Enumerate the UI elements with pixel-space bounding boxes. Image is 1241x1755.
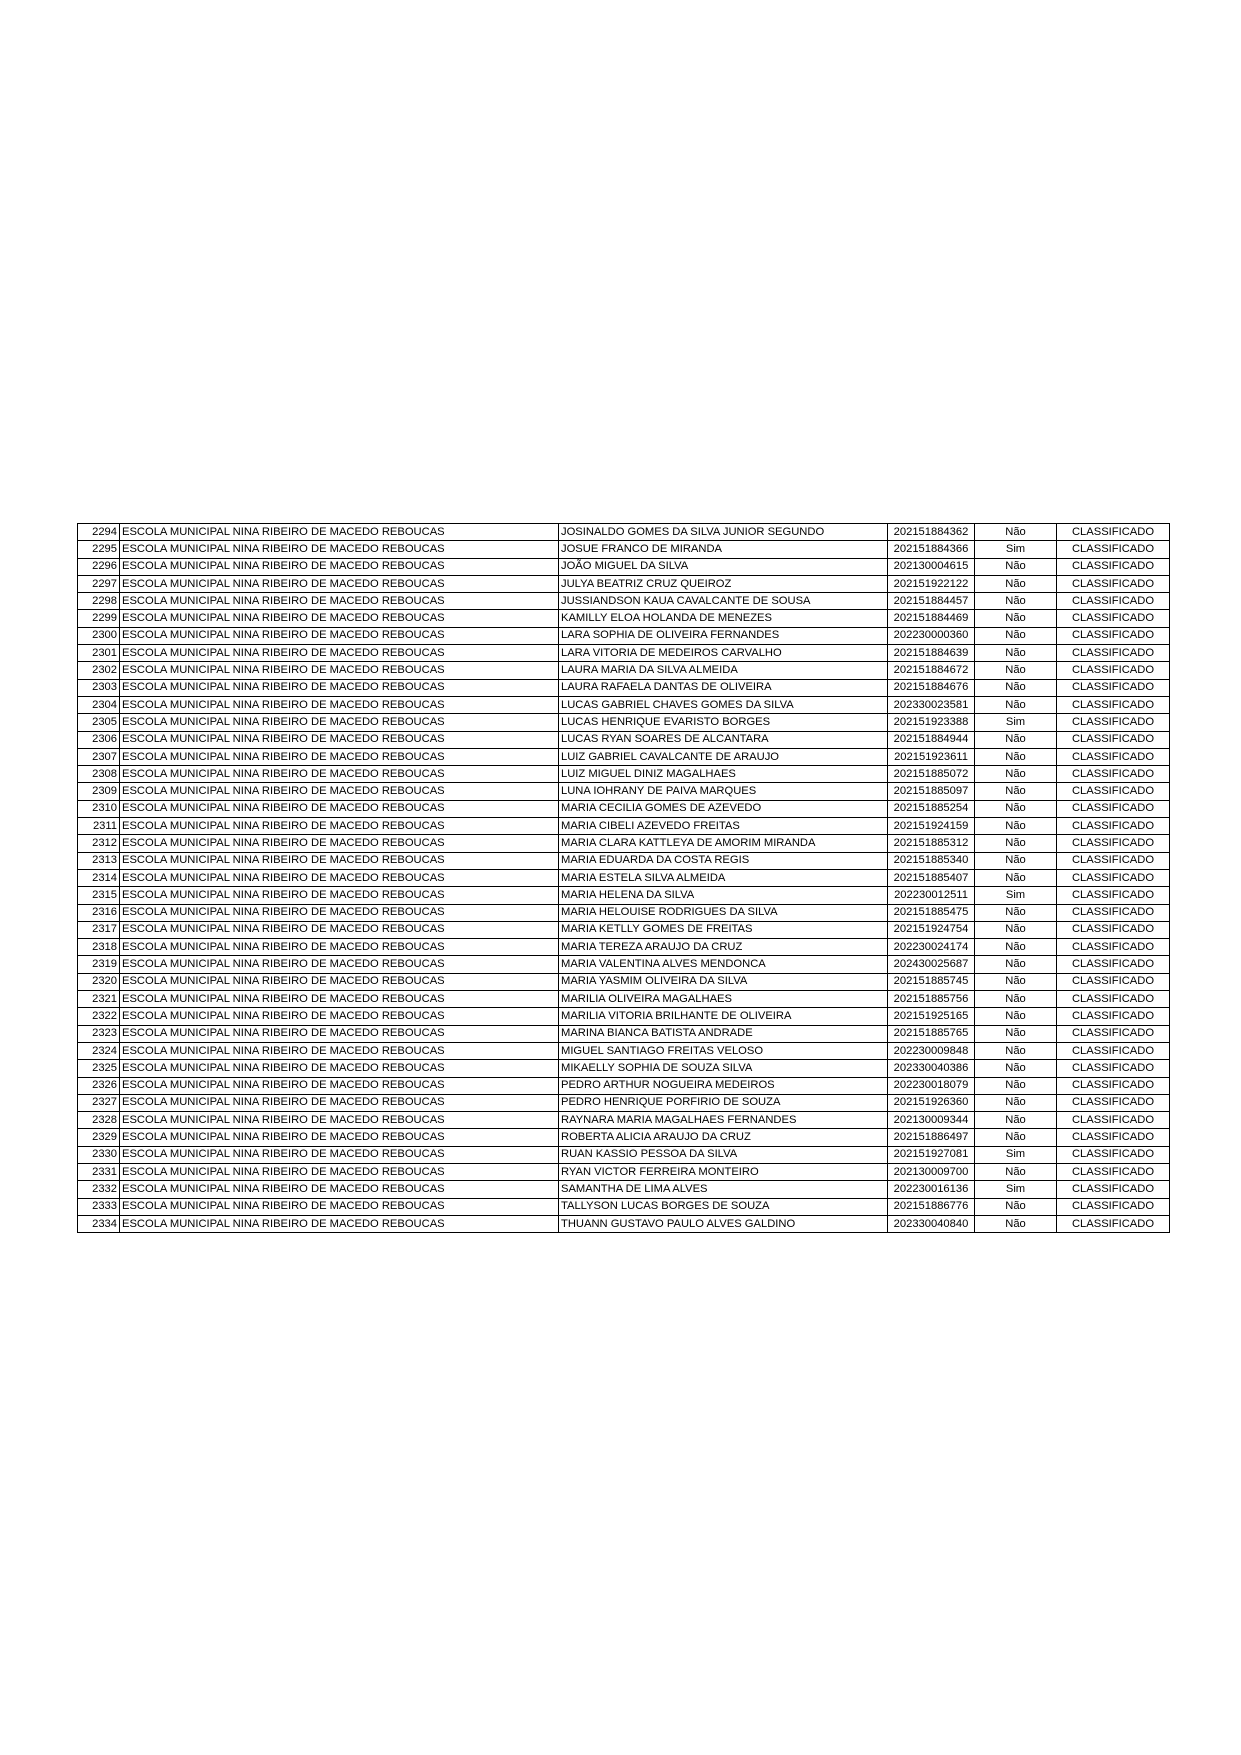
student-name: JOSINALDO GOMES DA SILVA JUNIOR SEGUNDO: [559, 524, 888, 541]
row-number: 2331: [78, 1163, 120, 1180]
registration-code: 202230009848: [888, 1042, 975, 1059]
registration-code: 202230018079: [888, 1077, 975, 1094]
table-row: [78, 921, 1170, 938]
registration-code: 202330040840: [888, 1215, 975, 1232]
school-name: ESCOLA MUNICIPAL NINA RIBEIRO DE MACEDO REBOUCAS: [120, 748, 559, 765]
status-value: CLASSIFICADO: [1057, 627, 1170, 644]
table-row: [78, 887, 1170, 904]
table-row: [78, 1060, 1170, 1077]
table-row: [78, 627, 1170, 644]
student-name: TALLYSON LUCAS BORGES DE SOUZA: [559, 1198, 888, 1215]
flag-value: Não: [975, 939, 1057, 956]
flag-value: Não: [975, 800, 1057, 817]
student-name: LUCAS HENRIQUE EVARISTO BORGES: [559, 714, 888, 731]
status-value: CLASSIFICADO: [1057, 835, 1170, 852]
school-name: ESCOLA MUNICIPAL NINA RIBEIRO DE MACEDO REBOUCAS: [120, 835, 559, 852]
student-name: LUCAS GABRIEL CHAVES GOMES DA SILVA: [559, 696, 888, 713]
row-number: 2304: [78, 696, 120, 713]
row-number: 2334: [78, 1215, 120, 1232]
table-row: [78, 731, 1170, 748]
table-row: [78, 541, 1170, 558]
flag-value: Não: [975, 869, 1057, 886]
registration-code: 202330023581: [888, 696, 975, 713]
student-name: MIGUEL SANTIAGO FREITAS VELOSO: [559, 1042, 888, 1059]
table-row: [78, 1077, 1170, 1094]
student-name: MARIA CECILIA GOMES DE AZEVEDO: [559, 800, 888, 817]
school-name: ESCOLA MUNICIPAL NINA RIBEIRO DE MACEDO REBOUCAS: [120, 1215, 559, 1232]
table-row: [78, 1215, 1170, 1232]
table-row: [78, 593, 1170, 610]
flag-value: Sim: [975, 714, 1057, 731]
student-name: RUAN KASSIO PESSOA DA SILVA: [559, 1146, 888, 1163]
flag-value: Não: [975, 818, 1057, 835]
student-name: LAURA MARIA DA SILVA ALMEIDA: [559, 662, 888, 679]
flag-value: Não: [975, 956, 1057, 973]
status-value: CLASSIFICADO: [1057, 662, 1170, 679]
table-row: [78, 835, 1170, 852]
status-value: CLASSIFICADO: [1057, 1042, 1170, 1059]
flag-value: Não: [975, 748, 1057, 765]
registration-code: 202151927081: [888, 1146, 975, 1163]
row-number: 2318: [78, 939, 120, 956]
registration-code: 202151923611: [888, 748, 975, 765]
row-number: 2330: [78, 1146, 120, 1163]
flag-value: Não: [975, 593, 1057, 610]
registration-code: 202151924159: [888, 818, 975, 835]
registration-code: 202230000360: [888, 627, 975, 644]
row-number: 2323: [78, 1025, 120, 1042]
registration-code: 202151885745: [888, 973, 975, 990]
status-value: CLASSIFICADO: [1057, 783, 1170, 800]
status-value: CLASSIFICADO: [1057, 1129, 1170, 1146]
student-name: JUSSIANDSON KAUA CAVALCANTE DE SOUSA: [559, 593, 888, 610]
flag-value: Sim: [975, 1146, 1057, 1163]
registration-code: 202151884362: [888, 524, 975, 541]
student-name: MARINA BIANCA BATISTA ANDRADE: [559, 1025, 888, 1042]
row-number: 2308: [78, 766, 120, 783]
row-number: 2332: [78, 1181, 120, 1198]
registration-code: 202130009700: [888, 1163, 975, 1180]
student-name: PEDRO ARTHUR NOGUEIRA MEDEIROS: [559, 1077, 888, 1094]
student-name: MARIA KETLLY GOMES DE FREITAS: [559, 921, 888, 938]
status-value: CLASSIFICADO: [1057, 1077, 1170, 1094]
school-name: ESCOLA MUNICIPAL NINA RIBEIRO DE MACEDO REBOUCAS: [120, 1060, 559, 1077]
table-row: [78, 956, 1170, 973]
status-value: CLASSIFICADO: [1057, 1163, 1170, 1180]
school-name: ESCOLA MUNICIPAL NINA RIBEIRO DE MACEDO REBOUCAS: [120, 696, 559, 713]
registration-code: 202230012511: [888, 887, 975, 904]
row-number: 2333: [78, 1198, 120, 1215]
table-row: [78, 869, 1170, 886]
status-value: CLASSIFICADO: [1057, 593, 1170, 610]
student-name: JOSUE FRANCO DE MIRANDA: [559, 541, 888, 558]
status-value: CLASSIFICADO: [1057, 731, 1170, 748]
school-name: ESCOLA MUNICIPAL NINA RIBEIRO DE MACEDO REBOUCAS: [120, 939, 559, 956]
registration-code: 202151885097: [888, 783, 975, 800]
registration-code: 202230024174: [888, 939, 975, 956]
table-row: [78, 662, 1170, 679]
registration-code: 202151884944: [888, 731, 975, 748]
table-row: [78, 973, 1170, 990]
table-row: [78, 575, 1170, 592]
registration-code: 202151885312: [888, 835, 975, 852]
row-number: 2326: [78, 1077, 120, 1094]
school-name: ESCOLA MUNICIPAL NINA RIBEIRO DE MACEDO REBOUCAS: [120, 887, 559, 904]
row-number: 2328: [78, 1112, 120, 1129]
flag-value: Não: [975, 1198, 1057, 1215]
school-name: ESCOLA MUNICIPAL NINA RIBEIRO DE MACEDO REBOUCAS: [120, 714, 559, 731]
flag-value: Não: [975, 783, 1057, 800]
row-number: 2296: [78, 558, 120, 575]
school-name: ESCOLA MUNICIPAL NINA RIBEIRO DE MACEDO REBOUCAS: [120, 991, 559, 1008]
registration-code: 202430025687: [888, 956, 975, 973]
table-row: [78, 1163, 1170, 1180]
status-value: CLASSIFICADO: [1057, 679, 1170, 696]
school-name: ESCOLA MUNICIPAL NINA RIBEIRO DE MACEDO REBOUCAS: [120, 818, 559, 835]
status-value: CLASSIFICADO: [1057, 869, 1170, 886]
table-row: [78, 748, 1170, 765]
row-number: 2306: [78, 731, 120, 748]
row-number: 2322: [78, 1008, 120, 1025]
row-number: 2313: [78, 852, 120, 869]
flag-value: Não: [975, 1112, 1057, 1129]
school-name: ESCOLA MUNICIPAL NINA RIBEIRO DE MACEDO REBOUCAS: [120, 1094, 559, 1111]
row-number: 2321: [78, 991, 120, 1008]
school-name: ESCOLA MUNICIPAL NINA RIBEIRO DE MACEDO REBOUCAS: [120, 679, 559, 696]
status-value: CLASSIFICADO: [1057, 1198, 1170, 1215]
status-value: CLASSIFICADO: [1057, 1060, 1170, 1077]
student-name: MARIA YASMIM OLIVEIRA DA SILVA: [559, 973, 888, 990]
student-name: MARIA VALENTINA ALVES MENDONCA: [559, 956, 888, 973]
table-row: [78, 852, 1170, 869]
registration-code: 202151884457: [888, 593, 975, 610]
student-name: KAMILLY ELOA HOLANDA DE MENEZES: [559, 610, 888, 627]
student-name: LUIZ GABRIEL CAVALCANTE DE ARAUJO: [559, 748, 888, 765]
row-number: 2327: [78, 1094, 120, 1111]
status-value: CLASSIFICADO: [1057, 766, 1170, 783]
student-name: MARIA CIBELI AZEVEDO FREITAS: [559, 818, 888, 835]
flag-value: Não: [975, 1042, 1057, 1059]
school-name: ESCOLA MUNICIPAL NINA RIBEIRO DE MACEDO REBOUCAS: [120, 1112, 559, 1129]
row-number: 2315: [78, 887, 120, 904]
student-name: THUANN GUSTAVO PAULO ALVES GALDINO: [559, 1215, 888, 1232]
status-value: CLASSIFICADO: [1057, 1094, 1170, 1111]
registration-code: 202151926360: [888, 1094, 975, 1111]
school-name: ESCOLA MUNICIPAL NINA RIBEIRO DE MACEDO REBOUCAS: [120, 1008, 559, 1025]
school-name: ESCOLA MUNICIPAL NINA RIBEIRO DE MACEDO REBOUCAS: [120, 904, 559, 921]
status-value: CLASSIFICADO: [1057, 1146, 1170, 1163]
table-row: [78, 645, 1170, 662]
registration-code: 202151885254: [888, 800, 975, 817]
table-row: [78, 939, 1170, 956]
flag-value: Não: [975, 921, 1057, 938]
row-number: 2329: [78, 1129, 120, 1146]
registration-code: 202151885072: [888, 766, 975, 783]
school-name: ESCOLA MUNICIPAL NINA RIBEIRO DE MACEDO REBOUCAS: [120, 973, 559, 990]
flag-value: Não: [975, 524, 1057, 541]
school-name: ESCOLA MUNICIPAL NINA RIBEIRO DE MACEDO REBOUCAS: [120, 800, 559, 817]
row-number: 2324: [78, 1042, 120, 1059]
student-name: MARIA CLARA KATTLEYA DE AMORIM MIRANDA: [559, 835, 888, 852]
flag-value: Sim: [975, 541, 1057, 558]
registration-code: 202151886776: [888, 1198, 975, 1215]
flag-value: Não: [975, 973, 1057, 990]
flag-value: Não: [975, 679, 1057, 696]
table-row: [78, 558, 1170, 575]
status-value: CLASSIFICADO: [1057, 921, 1170, 938]
status-value: CLASSIFICADO: [1057, 1181, 1170, 1198]
flag-value: Não: [975, 1215, 1057, 1232]
table-row: [78, 800, 1170, 817]
flag-value: Não: [975, 835, 1057, 852]
flag-value: Não: [975, 1129, 1057, 1146]
student-name: MARIA EDUARDA DA COSTA REGIS: [559, 852, 888, 869]
row-number: 2325: [78, 1060, 120, 1077]
flag-value: Não: [975, 627, 1057, 644]
student-name: PEDRO HENRIQUE PORFIRIO DE SOUZA: [559, 1094, 888, 1111]
table-row: [78, 1025, 1170, 1042]
registration-code: 202151885475: [888, 904, 975, 921]
flag-value: Não: [975, 1060, 1057, 1077]
status-value: CLASSIFICADO: [1057, 956, 1170, 973]
registration-code: 202151884366: [888, 541, 975, 558]
status-value: CLASSIFICADO: [1057, 800, 1170, 817]
flag-value: Não: [975, 1077, 1057, 1094]
row-number: 2310: [78, 800, 120, 817]
status-value: CLASSIFICADO: [1057, 1025, 1170, 1042]
student-name: JULYA BEATRIZ CRUZ QUEIROZ: [559, 575, 888, 592]
school-name: ESCOLA MUNICIPAL NINA RIBEIRO DE MACEDO REBOUCAS: [120, 593, 559, 610]
table-row: [78, 1198, 1170, 1215]
registration-code: 202151884469: [888, 610, 975, 627]
school-name: ESCOLA MUNICIPAL NINA RIBEIRO DE MACEDO REBOUCAS: [120, 869, 559, 886]
table-row: [78, 714, 1170, 731]
registration-code: 202151884672: [888, 662, 975, 679]
registration-code: 202130004615: [888, 558, 975, 575]
status-value: CLASSIFICADO: [1057, 1008, 1170, 1025]
flag-value: Não: [975, 766, 1057, 783]
status-value: CLASSIFICADO: [1057, 575, 1170, 592]
row-number: 2301: [78, 645, 120, 662]
registration-code: 202151886497: [888, 1129, 975, 1146]
row-number: 2300: [78, 627, 120, 644]
registration-code: 202230016136: [888, 1181, 975, 1198]
school-name: ESCOLA MUNICIPAL NINA RIBEIRO DE MACEDO REBOUCAS: [120, 956, 559, 973]
status-value: CLASSIFICADO: [1057, 696, 1170, 713]
registration-code: 202151885765: [888, 1025, 975, 1042]
table-row: [78, 904, 1170, 921]
status-value: CLASSIFICADO: [1057, 645, 1170, 662]
student-name: RYAN VICTOR FERREIRA MONTEIRO: [559, 1163, 888, 1180]
school-name: ESCOLA MUNICIPAL NINA RIBEIRO DE MACEDO REBOUCAS: [120, 575, 559, 592]
registration-code: 202151924754: [888, 921, 975, 938]
table-row: [78, 1181, 1170, 1198]
table-row: [78, 766, 1170, 783]
student-name: ROBERTA ALICIA ARAUJO DA CRUZ: [559, 1129, 888, 1146]
row-number: 2302: [78, 662, 120, 679]
status-value: CLASSIFICADO: [1057, 852, 1170, 869]
school-name: ESCOLA MUNICIPAL NINA RIBEIRO DE MACEDO REBOUCAS: [120, 1042, 559, 1059]
flag-value: Não: [975, 1025, 1057, 1042]
registration-code: 202130009344: [888, 1112, 975, 1129]
flag-value: Sim: [975, 1181, 1057, 1198]
status-value: CLASSIFICADO: [1057, 973, 1170, 990]
school-name: ESCOLA MUNICIPAL NINA RIBEIRO DE MACEDO REBOUCAS: [120, 1146, 559, 1163]
status-value: CLASSIFICADO: [1057, 1215, 1170, 1232]
student-name: MARIA TEREZA ARAUJO DA CRUZ: [559, 939, 888, 956]
table-row: [78, 1008, 1170, 1025]
status-value: CLASSIFICADO: [1057, 610, 1170, 627]
school-name: ESCOLA MUNICIPAL NINA RIBEIRO DE MACEDO REBOUCAS: [120, 1025, 559, 1042]
school-name: ESCOLA MUNICIPAL NINA RIBEIRO DE MACEDO REBOUCAS: [120, 852, 559, 869]
registration-code: 202151922122: [888, 575, 975, 592]
student-name: SAMANTHA DE LIMA ALVES: [559, 1181, 888, 1198]
flag-value: Não: [975, 1008, 1057, 1025]
flag-value: Não: [975, 1163, 1057, 1180]
table-row: [78, 610, 1170, 627]
table-row: [78, 679, 1170, 696]
student-name: MARIA ESTELA SILVA ALMEIDA: [559, 869, 888, 886]
flag-value: Não: [975, 904, 1057, 921]
row-number: 2312: [78, 835, 120, 852]
row-number: 2295: [78, 541, 120, 558]
row-number: 2297: [78, 575, 120, 592]
table-row: [78, 818, 1170, 835]
status-value: CLASSIFICADO: [1057, 524, 1170, 541]
school-name: ESCOLA MUNICIPAL NINA RIBEIRO DE MACEDO REBOUCAS: [120, 1198, 559, 1215]
school-name: ESCOLA MUNICIPAL NINA RIBEIRO DE MACEDO REBOUCAS: [120, 783, 559, 800]
registration-code: 202151885407: [888, 869, 975, 886]
school-name: ESCOLA MUNICIPAL NINA RIBEIRO DE MACEDO REBOUCAS: [120, 541, 559, 558]
registration-code: 202330040386: [888, 1060, 975, 1077]
flag-value: Não: [975, 852, 1057, 869]
table-row: [78, 696, 1170, 713]
row-number: 2320: [78, 973, 120, 990]
status-value: CLASSIFICADO: [1057, 887, 1170, 904]
school-name: ESCOLA MUNICIPAL NINA RIBEIRO DE MACEDO REBOUCAS: [120, 1163, 559, 1180]
student-name: MIKAELLY SOPHIA DE SOUZA SILVA: [559, 1060, 888, 1077]
row-number: 2303: [78, 679, 120, 696]
school-name: ESCOLA MUNICIPAL NINA RIBEIRO DE MACEDO REBOUCAS: [120, 1077, 559, 1094]
table-row: [78, 1042, 1170, 1059]
registration-code: 202151925165: [888, 1008, 975, 1025]
row-number: 2316: [78, 904, 120, 921]
row-number: 2298: [78, 593, 120, 610]
student-name: LUCAS RYAN SOARES DE ALCANTARA: [559, 731, 888, 748]
student-name: MARIA HELOUISE RODRIGUES DA SILVA: [559, 904, 888, 921]
registration-code: 202151885340: [888, 852, 975, 869]
flag-value: Não: [975, 991, 1057, 1008]
school-name: ESCOLA MUNICIPAL NINA RIBEIRO DE MACEDO REBOUCAS: [120, 731, 559, 748]
student-name: LUNA IOHRANY DE PAIVA MARQUES: [559, 783, 888, 800]
row-number: 2307: [78, 748, 120, 765]
row-number: 2319: [78, 956, 120, 973]
flag-value: Não: [975, 662, 1057, 679]
row-number: 2317: [78, 921, 120, 938]
table-row: [78, 1094, 1170, 1111]
row-number: 2311: [78, 818, 120, 835]
school-name: ESCOLA MUNICIPAL NINA RIBEIRO DE MACEDO REBOUCAS: [120, 627, 559, 644]
registration-code: 202151884639: [888, 645, 975, 662]
registration-code: 202151884676: [888, 679, 975, 696]
table-row: [78, 783, 1170, 800]
status-value: CLASSIFICADO: [1057, 939, 1170, 956]
row-number: 2294: [78, 524, 120, 541]
flag-value: Não: [975, 558, 1057, 575]
row-number: 2305: [78, 714, 120, 731]
table-body: [78, 524, 1170, 1233]
row-number: 2299: [78, 610, 120, 627]
flag-value: Não: [975, 731, 1057, 748]
flag-value: Não: [975, 575, 1057, 592]
student-name: MARILIA OLIVEIRA MAGALHAES: [559, 991, 888, 1008]
row-number: 2309: [78, 783, 120, 800]
student-name: MARIA HELENA DA SILVA: [559, 887, 888, 904]
status-value: CLASSIFICADO: [1057, 558, 1170, 575]
status-value: CLASSIFICADO: [1057, 1112, 1170, 1129]
student-name: RAYNARA MARIA MAGALHAES FERNANDES: [559, 1112, 888, 1129]
flag-value: Não: [975, 610, 1057, 627]
row-number: 2314: [78, 869, 120, 886]
table-row: [78, 1129, 1170, 1146]
student-name: LARA VITORIA DE MEDEIROS CARVALHO: [559, 645, 888, 662]
status-value: CLASSIFICADO: [1057, 991, 1170, 1008]
school-name: ESCOLA MUNICIPAL NINA RIBEIRO DE MACEDO REBOUCAS: [120, 1129, 559, 1146]
school-name: ESCOLA MUNICIPAL NINA RIBEIRO DE MACEDO REBOUCAS: [120, 1181, 559, 1198]
student-name: LUIZ MIGUEL DINIZ MAGALHAES: [559, 766, 888, 783]
school-name: ESCOLA MUNICIPAL NINA RIBEIRO DE MACEDO REBOUCAS: [120, 662, 559, 679]
flag-value: Sim: [975, 887, 1057, 904]
table-row: [78, 1146, 1170, 1163]
status-value: CLASSIFICADO: [1057, 541, 1170, 558]
status-value: CLASSIFICADO: [1057, 748, 1170, 765]
table-row: [78, 1112, 1170, 1129]
registration-code: 202151923388: [888, 714, 975, 731]
student-name: LARA SOPHIA DE OLIVEIRA FERNANDES: [559, 627, 888, 644]
table-row: [78, 991, 1170, 1008]
school-name: ESCOLA MUNICIPAL NINA RIBEIRO DE MACEDO REBOUCAS: [120, 558, 559, 575]
flag-value: Não: [975, 696, 1057, 713]
school-name: ESCOLA MUNICIPAL NINA RIBEIRO DE MACEDO REBOUCAS: [120, 645, 559, 662]
status-value: CLASSIFICADO: [1057, 904, 1170, 921]
status-value: CLASSIFICADO: [1057, 818, 1170, 835]
student-name: JOÃO MIGUEL DA SILVA: [559, 558, 888, 575]
student-name: MARILIA VITORIA BRILHANTE DE OLIVEIRA: [559, 1008, 888, 1025]
registration-code: 202151885756: [888, 991, 975, 1008]
school-name: ESCOLA MUNICIPAL NINA RIBEIRO DE MACEDO REBOUCAS: [120, 610, 559, 627]
classification-table: [77, 523, 1170, 1233]
flag-value: Não: [975, 1094, 1057, 1111]
school-name: ESCOLA MUNICIPAL NINA RIBEIRO DE MACEDO REBOUCAS: [120, 524, 559, 541]
school-name: ESCOLA MUNICIPAL NINA RIBEIRO DE MACEDO REBOUCAS: [120, 766, 559, 783]
school-name: ESCOLA MUNICIPAL NINA RIBEIRO DE MACEDO REBOUCAS: [120, 921, 559, 938]
table-row: [78, 524, 1170, 541]
flag-value: Não: [975, 645, 1057, 662]
student-name: LAURA RAFAELA DANTAS DE OLIVEIRA: [559, 679, 888, 696]
status-value: CLASSIFICADO: [1057, 714, 1170, 731]
